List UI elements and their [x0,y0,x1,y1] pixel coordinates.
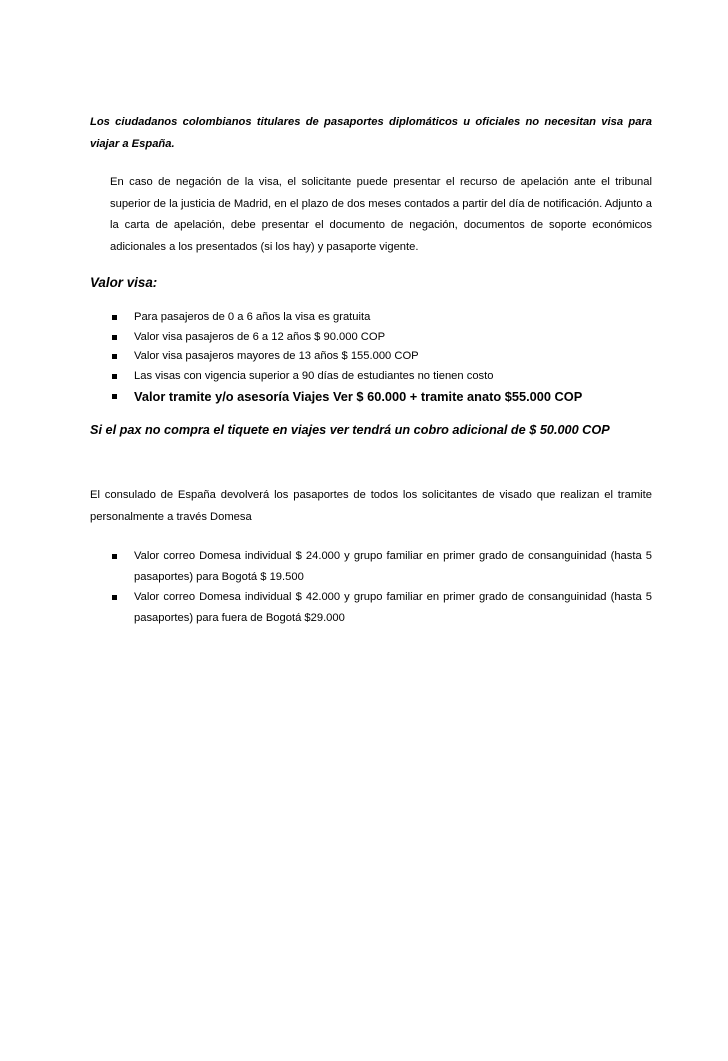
list-item [90,308,652,328]
appeal-paragraph: En caso de negación de la visa, el solicitante puede presentar el recurso de apelación ante el tribunal superior de la justicia de Madrid, en el plazo de dos meses contados a partir del día de notificación. Adjunto a la carta de apelación, debe presentar el documento de negación, documentos de soporte económicos adicionales a los presentados (si los hay) y pasaporte vigente. [110,176,652,253]
square-bullet-icon [112,595,117,600]
consulado-paragraph: El consulado de España devolverá los pasaportes de todos los solicitantes de visado que realizan el tramite personalmente a través Domesa [90,489,652,523]
list-item [90,546,652,587]
square-bullet-icon [112,354,117,359]
list-item-text: Valor correo Domesa individual $ 24.000 y grupo familiar en primer grado de consanguinidad (hasta 5 pasaportes) para Bogotá $ 19.500 [134,550,652,583]
list-item [90,587,652,628]
intro-paragraph: Los ciudadanos colombianos titulares de pasaportes diplomáticos u oficiales no necesitan visa para viajar a España. [90,116,652,150]
square-bullet-icon [112,554,117,559]
list-item-text: Valor correo Domesa individual $ 42.000 y grupo familiar en primer grado de consanguinidad (hasta 5 pasaportes) para fuera de Bogotá $29.000 [134,591,652,624]
list-item-text: Valor visa pasajeros mayores de 13 años $ 155.000 COP [134,350,419,363]
square-bullet-icon [112,335,117,340]
list-item-text: Para pasajeros de 0 a 6 años la visa es gratuita [134,311,371,323]
list-item [90,328,652,348]
document-page [90,112,652,628]
list-item-text: Las visas con vigencia superior a 90 días de estudiantes no tienen costo [134,369,494,382]
list-item [90,347,652,367]
square-bullet-icon [112,374,117,379]
list-item-text: Valor visa pasajeros de 6 a 12 años $ 90.000 COP [134,330,386,343]
list-item-text: Valor tramite y/o asesoría Viajes Ver $ 60.000 + tramite anato $55.000 COP [134,389,583,405]
domesa-list [90,546,652,628]
additional-charge-notice: Si el pax no compra el tiquete en viajes ver tendrá un cobro adicional de $ 50.000 COP [90,423,610,438]
valor-visa-heading: Valor visa: [90,275,158,290]
square-bullet-icon [112,315,117,320]
square-bullet-icon [112,394,117,399]
list-item [90,367,652,387]
list-item [90,386,652,408]
valor-visa-list [90,308,652,408]
